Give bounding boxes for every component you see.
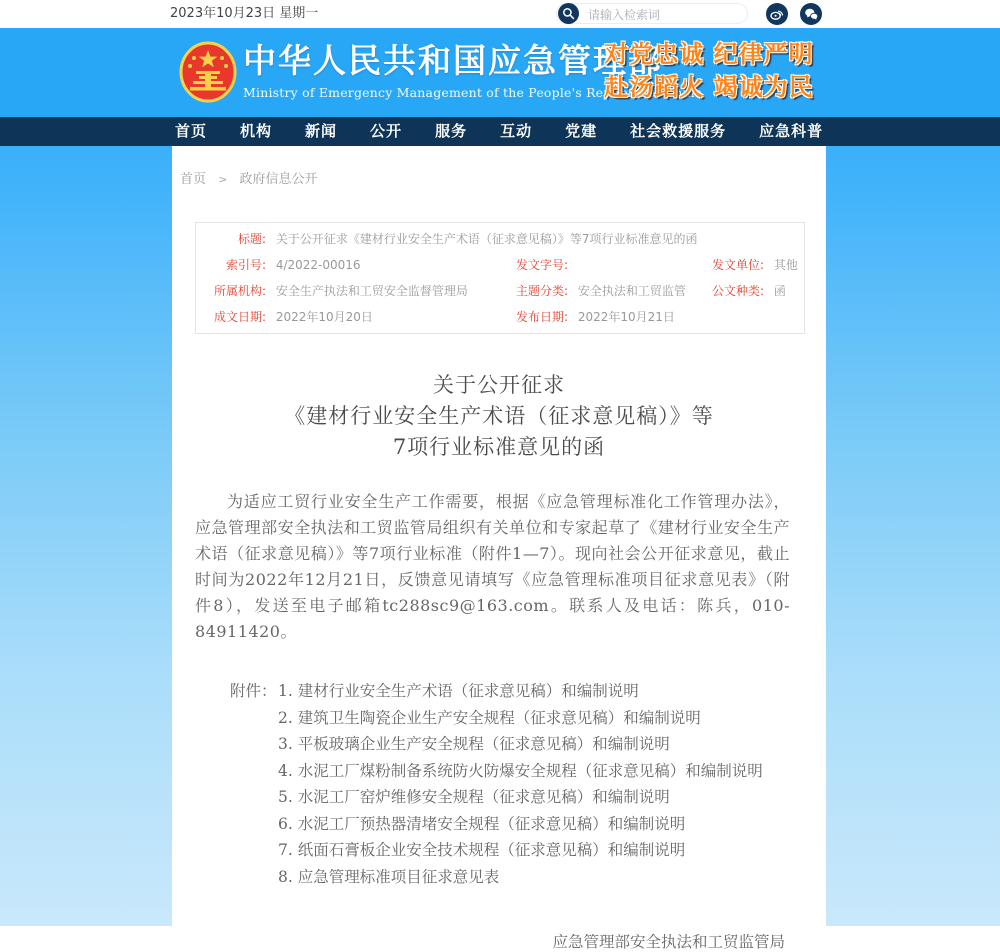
attachment-item-5: 5. 水泥工厂窑炉维修安全规程（征求意见稿）和编制说明	[278, 788, 670, 806]
meta-label-docno: 发文字号:	[515, 258, 568, 272]
nav-item-social-rescue[interactable]: 社会救援服务	[630, 122, 727, 140]
slogan-line-2: 赴汤蹈火 竭诚为民	[604, 73, 814, 101]
meta-label-index: 索引号:	[225, 258, 266, 272]
meta-row-title	[196, 226, 804, 252]
national-emblem-icon	[179, 41, 237, 103]
nav-item-service[interactable]: 服务	[435, 122, 468, 140]
attachment-item-6: 6. 水泥工厂预热器清堵安全规程（征求意见稿）和编制说明	[278, 814, 686, 833]
search-icon[interactable]	[558, 3, 579, 24]
meta-label-agency: 所属机构:	[213, 284, 266, 298]
meta-value-agency: 安全生产执法和工贸安全监督管理局	[275, 284, 468, 298]
attachment-item-1: 1. 建材行业安全生产术语（征求意见稿）和编制说明	[278, 682, 639, 700]
attachment-item-8: 8. 应急管理标准项目征求意见表	[278, 867, 500, 886]
attachment-list	[230, 678, 796, 890]
breadcrumb	[172, 146, 826, 186]
nav-item-interaction[interactable]: 互动	[500, 122, 533, 140]
site-subtitle: Ministry of Emergency Management of the People's Republic of China	[243, 85, 703, 100]
attachment-item-7: 7. 纸面石膏板企业安全技术规程（征求意见稿）和编制说明	[278, 841, 686, 859]
meta-row-2	[196, 252, 804, 278]
meta-label-doctype: 公文种类:	[711, 284, 764, 298]
attachment-item-4: 4. 水泥工厂煤粉制备系统防火防爆安全规程（征求意见稿）和编制说明	[278, 761, 763, 780]
slogan-line-1: 对党忠诚 纪律严明	[604, 40, 814, 68]
document-body: 为适应工贸行业安全生产工作需要，根据《应急管理标准化工作管理办法》，应急管理部安全执法和工贸监管局组织有关单位和专家起草了《建材行业安全生产术语（征求意见稿）》等7项行业标准（附件1—7）。现向社会公开征求意见，截止时间为2022年12月21日，反馈意见请填写《应急管理标准项目征求意见表》（附件8），发送至电子邮箱tc288sc9@163.com。联系人及电话：陈兵，010-84911420。	[195, 492, 790, 641]
date-text: 2023年10月23日 星期一	[170, 6, 319, 21]
content-panel	[172, 146, 826, 951]
meta-value-index: 4/2022-00016	[275, 258, 361, 272]
nav-item-org[interactable]: 机构	[240, 122, 273, 140]
site-title: 中华人民共和国应急管理部	[243, 41, 663, 80]
site-header	[0, 28, 1000, 117]
breadcrumb-home[interactable]: 首页	[180, 172, 207, 187]
meta-label-written-date: 成文日期:	[213, 310, 266, 324]
topbar	[0, 0, 1000, 28]
nav-items	[175, 117, 823, 146]
nav-item-party[interactable]: 党建	[565, 122, 598, 140]
slogan	[598, 38, 820, 104]
meta-value-title: 关于公开征求《建材行业安全生产术语（征求意见稿）》等7项行业标准意见的函	[275, 232, 698, 246]
meta-label-publish-date: 发布日期:	[515, 310, 568, 324]
meta-label-issuer: 发文单位:	[711, 258, 764, 272]
nav-item-science[interactable]: 应急科普	[759, 122, 824, 140]
meta-value-issuer: 其他	[773, 258, 798, 272]
main-nav	[0, 117, 1000, 146]
search-input[interactable]	[586, 4, 740, 25]
document-title	[172, 370, 826, 463]
document-title-line-2: 《建材行业安全生产术语（征求意见稿）》等	[284, 404, 714, 428]
meta-value-publish-date: 2022年10月21日	[577, 310, 675, 324]
wechat-icon[interactable]	[800, 3, 822, 25]
breadcrumb-separator: >	[218, 173, 228, 186]
meta-row-4	[196, 304, 804, 330]
weibo-icon[interactable]	[766, 3, 788, 25]
meta-row-3	[196, 278, 804, 304]
document-title-line-1: 关于公开征求	[433, 373, 565, 397]
meta-value-written-date: 2022年10月20日	[275, 310, 373, 324]
attachment-item-3: 3. 平板玻璃企业生产安全规程（征求意见稿）和编制说明	[278, 735, 670, 753]
signature: 应急管理部安全执法和工贸监管局	[552, 933, 785, 951]
meta-value-category: 安全执法和工贸监管	[577, 284, 686, 298]
meta-value-doctype: 函	[773, 284, 786, 298]
nav-item-home[interactable]: 首页	[175, 122, 208, 140]
breadcrumb-current[interactable]: 政府信息公开	[239, 172, 318, 187]
attachments-label: 附件：	[230, 682, 277, 700]
nav-item-news[interactable]: 新闻	[305, 122, 338, 140]
meta-table	[195, 222, 805, 334]
attachment-item-2: 2. 建筑卫生陶瓷企业生产安全规程（征求意见稿）和编制说明	[278, 708, 701, 727]
meta-label-title: 标题:	[237, 232, 266, 246]
nav-item-disclosure[interactable]: 公开	[370, 122, 403, 140]
meta-label-category: 主题分类:	[515, 284, 568, 298]
document-title-line-3: 7项行业标准意见的函	[392, 435, 606, 459]
